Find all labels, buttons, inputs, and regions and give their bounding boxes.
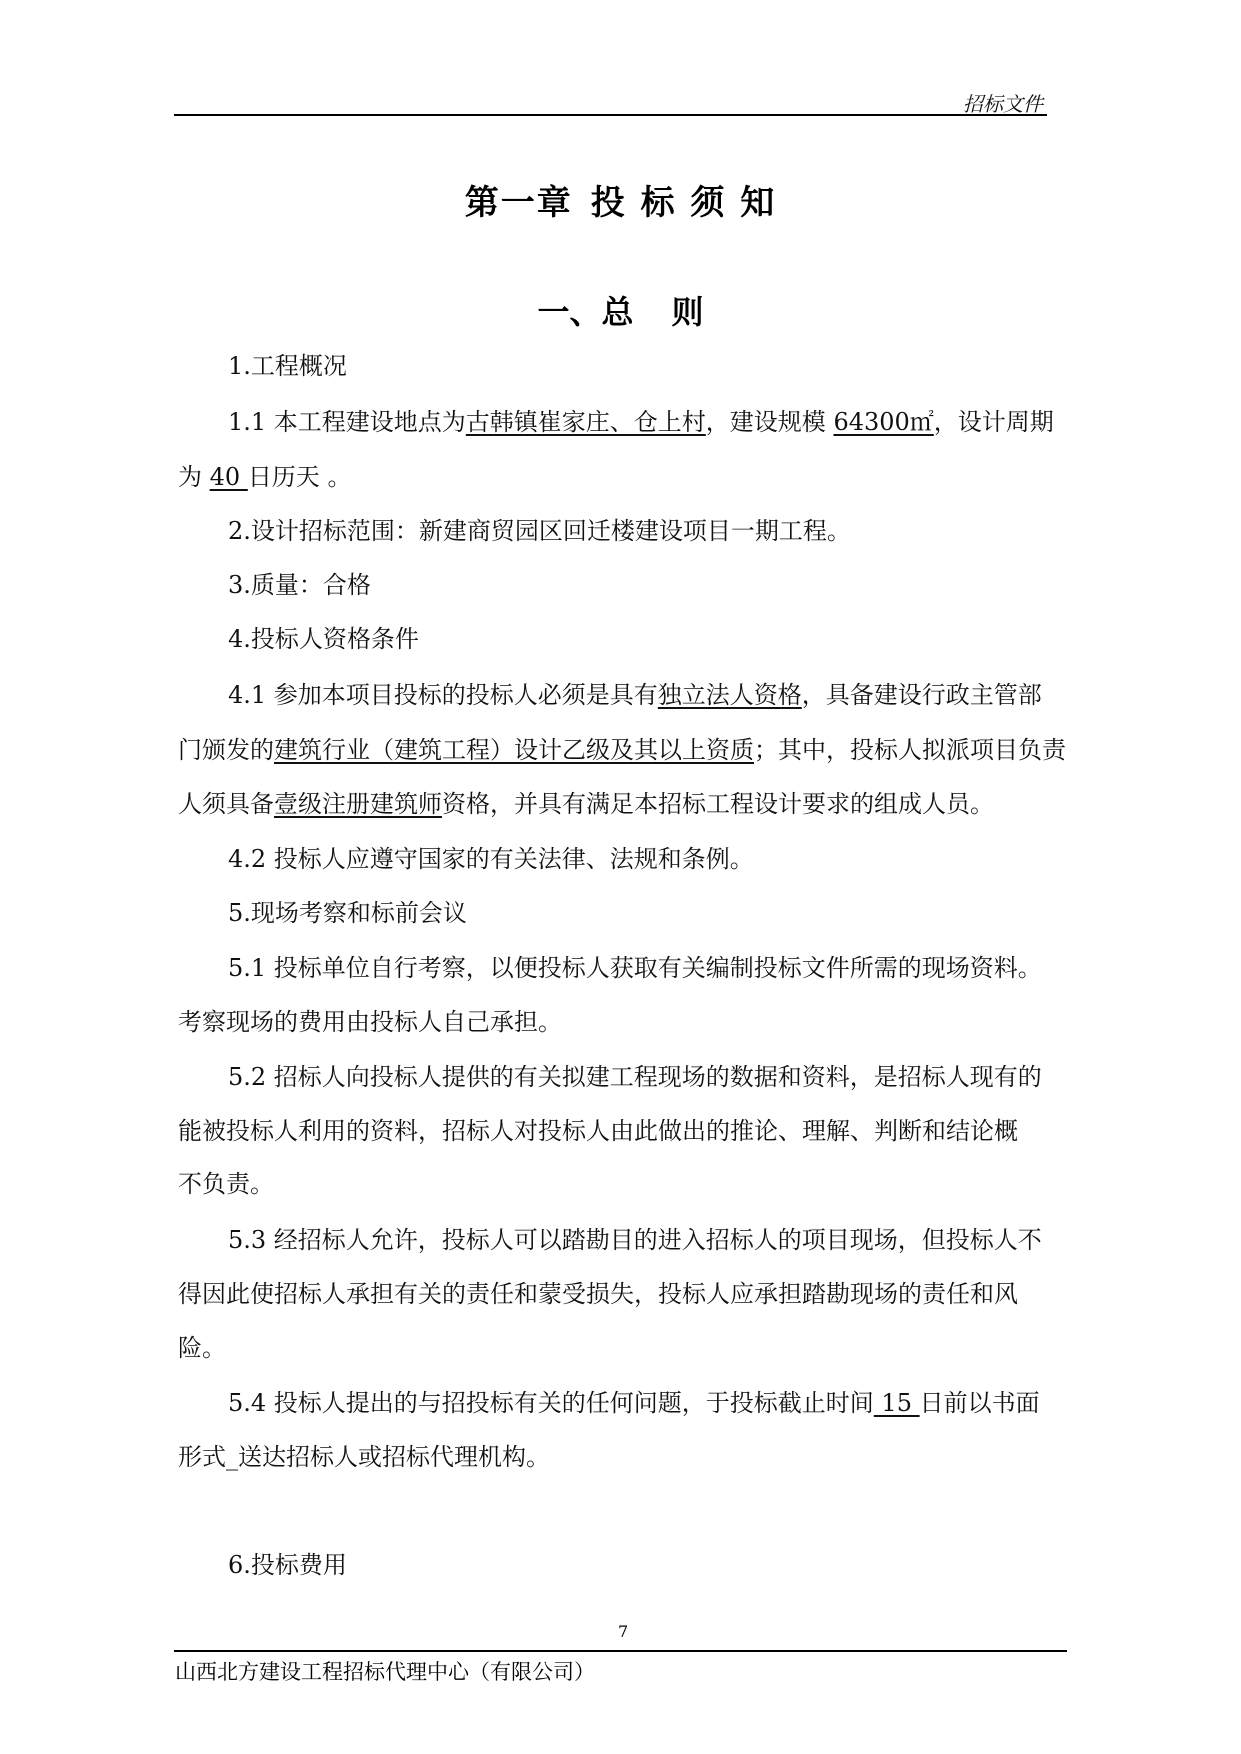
para-4-1-c: ，具备建设行政主管部 bbox=[801, 681, 1042, 709]
para-3: 3.质量：合格 bbox=[228, 571, 371, 599]
para-5-3: 5.3 经招标人允许，投标人可以踏勘目的进入招标人的项目现场，但投标人不 bbox=[228, 1226, 1042, 1254]
para-5-4-c: 日前以书面 bbox=[919, 1389, 1040, 1417]
footer-organization: 山西北方建设工程招标代理中心（有限公司） bbox=[175, 1660, 595, 1684]
para-5-3-cont-2: 险。 bbox=[178, 1334, 226, 1362]
para-4-1-a: 4.1 参加本项目投标的投标人必须是具有 bbox=[228, 681, 658, 709]
architect-qualification: 壹级注册建筑师 bbox=[274, 790, 442, 818]
para-4-1 bbox=[228, 681, 1042, 709]
chapter-title bbox=[0, 175, 1241, 224]
para-4-1-cont-2-a: 人须具备 bbox=[178, 790, 274, 818]
para-1-1-cont-a: 为 bbox=[178, 463, 210, 491]
header-rule bbox=[174, 114, 1047, 116]
para-5-1: 5.1 投标单位自行考察，以便投标人获取有关编制投标文件所需的现场资料。 bbox=[228, 954, 1042, 982]
para-1-1 bbox=[228, 408, 1054, 436]
para-1-1-cont bbox=[178, 463, 351, 491]
page-number: 7 bbox=[618, 1622, 629, 1641]
design-qualification: 建筑行业（建筑工程）设计乙级及其以上资质 bbox=[274, 736, 754, 764]
para-1-1-text-c: ，建设规模 bbox=[705, 408, 834, 436]
para-1-1-cont-c: 日历天 。 bbox=[247, 463, 352, 491]
para-1-1-text-e: ，设计周期 bbox=[933, 408, 1054, 436]
para-5-2-cont-2: 不负责。 bbox=[178, 1170, 274, 1198]
para-2: 2.设计招标范围：新建商贸园区回迁楼建设项目一期工程。 bbox=[228, 517, 851, 545]
footer-rule bbox=[174, 1650, 1067, 1652]
building-scale: 64300㎡ bbox=[833, 408, 934, 436]
para-4-1-cont-1-a: 门颁发的 bbox=[178, 736, 274, 764]
para-4-1-cont-1 bbox=[178, 736, 1066, 764]
para-1: 1.工程概况 bbox=[228, 352, 347, 380]
para-5-4-a: 5.4 投标人提出的与招投标有关的任何问题，于投标截止时间 bbox=[228, 1389, 874, 1417]
chapter-name: 投 标 须 知 bbox=[590, 183, 777, 223]
para-4: 4.投标人资格条件 bbox=[228, 625, 419, 653]
para-4-2: 4.2 投标人应遵守国家的有关法律、法规和条例。 bbox=[228, 845, 754, 873]
header-label: 招标文件 bbox=[963, 92, 1043, 116]
para-5-4 bbox=[228, 1389, 1040, 1417]
design-period: 40 bbox=[209, 463, 248, 491]
para-4-1-cont-2-c: 资格，并具有满足本招标工程设计要求的组成人员。 bbox=[442, 790, 994, 818]
para-4-1-cont-2 bbox=[178, 790, 994, 818]
chapter-number: 第一章 bbox=[464, 183, 573, 223]
para-5: 5.现场考察和标前会议 bbox=[228, 899, 467, 927]
para-5-4-cont: 形式_送达招标人或招标代理机构。 bbox=[178, 1443, 550, 1471]
question-deadline-days: 15 bbox=[873, 1389, 920, 1417]
para-4-1-cont-1-c: ；其中，投标人拟派项目负责 bbox=[754, 736, 1066, 764]
para-1-1-text-a: 1.1 本工程建设地点为 bbox=[228, 408, 466, 436]
para-5-2: 5.2 招标人向投标人提供的有关拟建工程现场的数据和资料，是招标人现有的 bbox=[228, 1063, 1042, 1091]
para-5-1-cont: 考察现场的费用由投标人自己承担。 bbox=[178, 1008, 562, 1036]
para-5-2-cont-1: 能被投标人利用的资料，招标人对投标人由此做出的推论、理解、判断和结论概 bbox=[178, 1117, 1018, 1145]
legal-person-qualification: 独立法人资格 bbox=[657, 681, 802, 709]
para-6: 6.投标费用 bbox=[228, 1551, 347, 1579]
section-title-part1: 一、总 bbox=[537, 293, 634, 331]
section-title-part2: 则 bbox=[671, 293, 704, 331]
para-5-3-cont-1: 得因此使招标人承担有关的责任和蒙受损失，投标人应承担踏勘现场的责任和风 bbox=[178, 1280, 1018, 1308]
section-title bbox=[0, 287, 1241, 333]
site-location: 古韩镇崔家庄、仓上村 bbox=[465, 408, 706, 436]
